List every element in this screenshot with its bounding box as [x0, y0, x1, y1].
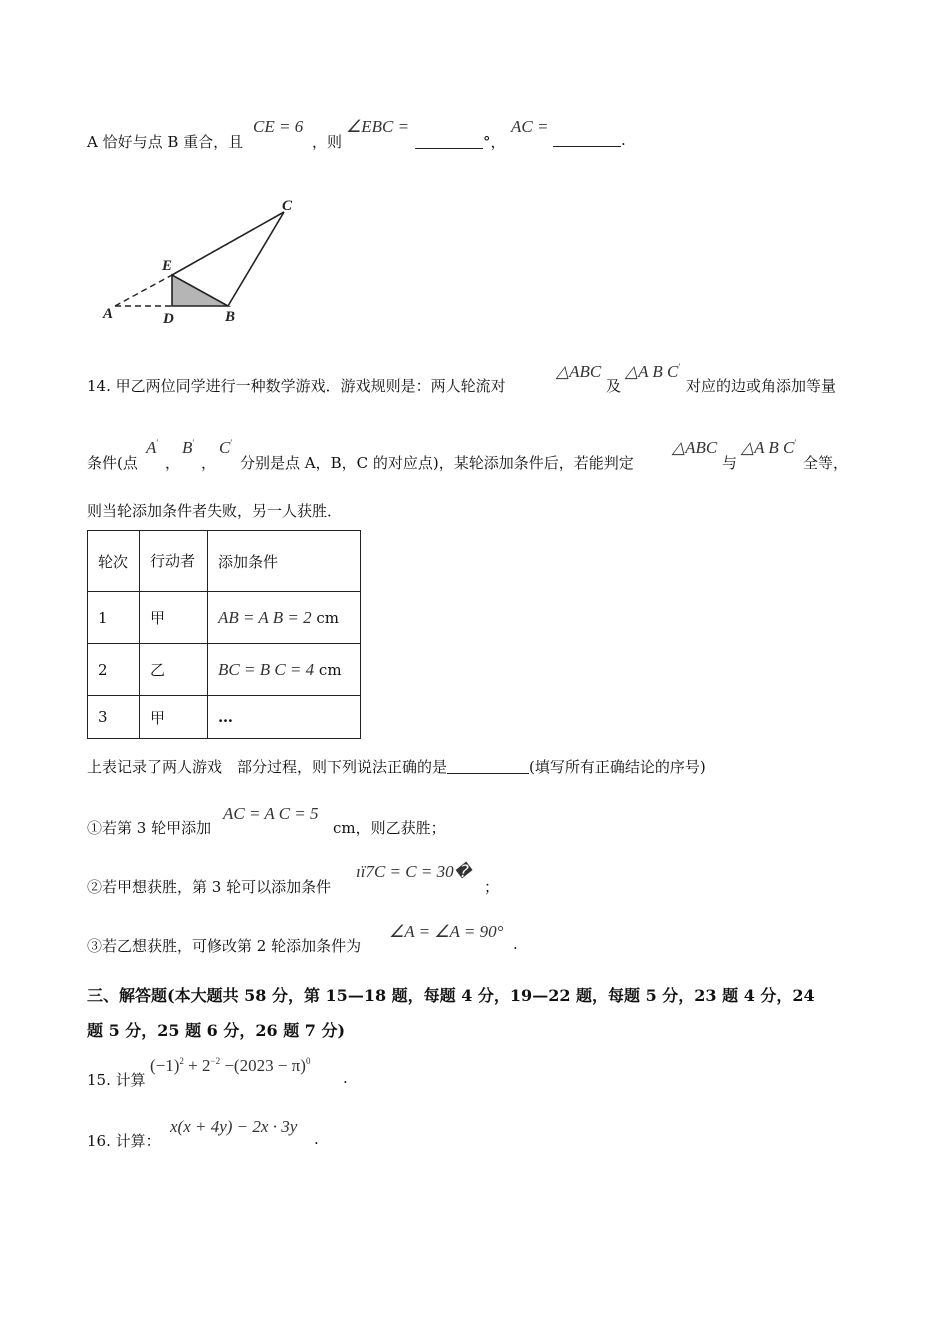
label-a: A: [103, 306, 114, 322]
q14-line2-a: 条件(点: [87, 454, 138, 472]
q13-prefix: A 恰好与点 B 重合，且: [87, 133, 244, 151]
cell-round: 2: [88, 644, 140, 696]
triangle-figure: [95, 190, 315, 330]
q14-with: 与: [722, 454, 738, 472]
q13-then: ，则: [312, 133, 343, 151]
header-actor: 行动者: [140, 531, 208, 592]
q13-answer-blank-2[interactable]: [553, 131, 626, 149]
table-row: [88, 696, 361, 739]
q13-text: [87, 131, 243, 152]
label-b: B: [225, 309, 236, 325]
q13-answer-blank-1[interactable]: [415, 131, 506, 152]
prime-mark: ′: [156, 438, 159, 448]
q14-point-c-prime: [219, 438, 232, 458]
condition-unit: cm: [318, 660, 342, 679]
option-3-formula: ∠A = ∠A = 90°: [389, 922, 504, 941]
q16-expression: x(x + 4y) − 2x · 3y: [170, 1117, 298, 1136]
cell-actor: 乙: [140, 644, 208, 696]
q14-triangle-prime-1: [625, 362, 680, 382]
after-tail: (填写所有正确结论的序号): [529, 758, 706, 776]
cell-condition: [208, 644, 361, 696]
cell-actor: 甲: [140, 696, 208, 739]
header-condition: 添加条件: [208, 531, 361, 592]
option-1-formula: AC = A C = 5: [223, 804, 319, 823]
q14-line2-d: 全等，: [803, 454, 849, 472]
q13-ce-formula: CE = 6: [253, 117, 304, 136]
q13-ac-formula: AC =: [511, 117, 549, 136]
q14-point-a-prime: [146, 438, 158, 458]
after-table-text: [87, 756, 706, 777]
q15-term3: −(2023 − π): [224, 1056, 306, 1075]
q14-comma-1: ，: [165, 454, 181, 472]
q14-tri4-text: △A B C: [741, 438, 795, 457]
label-e: E: [162, 258, 173, 274]
table-header-row: [88, 531, 361, 592]
q14-point-b-prime: [182, 438, 194, 458]
q14-line3: 则当轮添加条件者失败，另一人获胜．: [87, 502, 343, 520]
table-row: [88, 592, 361, 644]
segment-cb: [228, 212, 284, 306]
point-c: C: [219, 438, 231, 457]
q14-triangle-abc-2: △ABC: [672, 438, 718, 457]
q14-line1-a: 14. 甲乙两位同学进行一种数学游戏．游戏规则是：两人轮流对: [87, 377, 506, 395]
game-table: [87, 530, 361, 739]
condition-formula: BC = B C = 4: [218, 659, 315, 679]
option-3-a: ③若乙想获胜，可修改第 2 轮添加条件为: [87, 937, 362, 955]
section-heading-line2: 题 5 分，25 题 6 分，26 题 7 分): [87, 1021, 346, 1040]
option-3-b: .: [513, 935, 518, 953]
q15-term2: + 2: [188, 1056, 211, 1075]
q15-exp1: 2: [179, 1056, 184, 1066]
q15-label: 15. 计算: [87, 1071, 146, 1089]
cell-condition: [208, 696, 361, 739]
prime-mark: ′: [192, 438, 195, 448]
q16-label: 16. 计算：: [87, 1132, 161, 1150]
q14-comma-2: ，: [201, 454, 217, 472]
dashed-segment-ae: [115, 275, 172, 306]
label-c: C: [282, 198, 293, 214]
prime-mark: ′: [794, 438, 797, 448]
after-text: 上表记录了两人游戏 部分过程，则下列说法正确的是: [87, 758, 448, 776]
q14-triangle-prime-2: [741, 438, 796, 458]
option-2-a: ②若甲想获胜，第 3 轮可以添加条件: [87, 878, 332, 896]
segment-ec: [172, 212, 284, 275]
cell-round: 3: [88, 696, 140, 739]
prime-mark: ′: [678, 362, 681, 372]
q13-degree: °，: [483, 133, 506, 151]
q14-triangle-abc-1: △ABC: [556, 362, 602, 381]
shaded-triangle-edb: [172, 275, 228, 306]
q15-exp2: −2: [210, 1056, 221, 1066]
q14-line2-b: 分别是点 A，B，C 的对应点)，某轮添加条件后，若能判定: [240, 454, 634, 472]
condition-formula: AB = A B = 2: [218, 607, 312, 627]
q15-term1: (−1): [150, 1056, 180, 1075]
point-a: A: [146, 438, 157, 457]
condition-unit: cm: [316, 608, 340, 627]
table-row: [88, 644, 361, 696]
cell-actor: 甲: [140, 592, 208, 644]
cell-round: 1: [88, 592, 140, 644]
q15-exp3: 0: [305, 1056, 311, 1066]
q16-end: .: [314, 1130, 319, 1148]
q13-end: .: [621, 131, 626, 149]
cell-condition: [208, 592, 361, 644]
option-1-b: cm，则乙获胜；: [333, 819, 446, 837]
q15-expression: [150, 1056, 310, 1076]
point-b: B: [182, 438, 193, 457]
option-2-b: ；: [484, 878, 500, 896]
option-2-formula: ıï7C = C = 30�: [356, 862, 471, 881]
label-d: D: [163, 311, 174, 327]
section-heading-line1: 三、解答题(本大题共 58 分，第 15—18 题，每题 4 分，19—22 题，每题 5 分，23 题 4 分，24: [87, 986, 815, 1005]
q14-and: 及: [606, 377, 622, 395]
condition-ellipsis: …: [218, 708, 233, 726]
q13-angle-formula: ∠EBC =: [346, 117, 410, 136]
prime-mark: ′: [230, 438, 233, 448]
answer-blank[interactable]: [447, 759, 529, 774]
q14-line1-c: 对应的边或角添加等量: [686, 377, 837, 395]
q14-tri2-text: △A B C: [625, 362, 679, 381]
option-1-a: ①若第 3 轮甲添加: [87, 819, 212, 837]
header-round: 轮次: [88, 531, 140, 592]
q15-end: .: [343, 1069, 348, 1087]
